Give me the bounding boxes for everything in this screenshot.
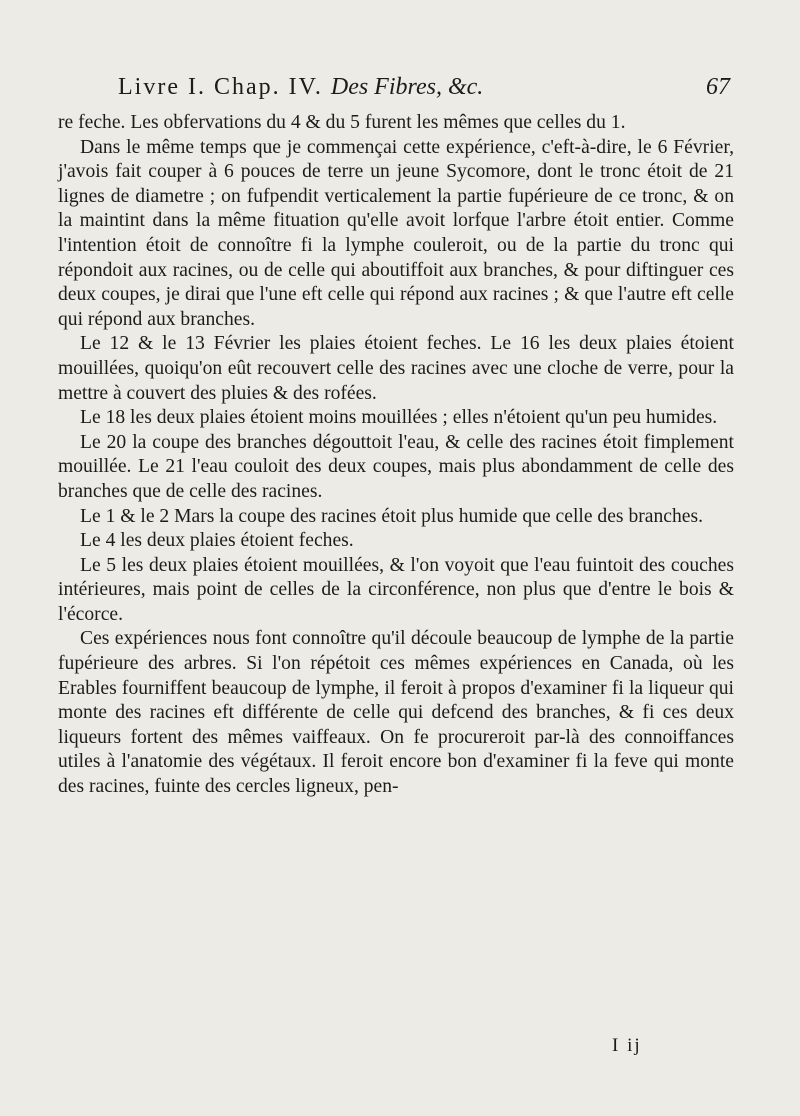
running-head <box>118 74 730 104</box>
body-text <box>58 111 734 800</box>
signature-mark: I ij <box>612 1035 642 1056</box>
paragraph: Le 4 les deux plaies étoient feches. <box>80 530 354 552</box>
paragraph: Le 1 & le 2 Mars la coupe des racines étoit plus humide que celle des branches. <box>80 505 703 527</box>
paragraph: Le 20 la coupe des branches dégouttoit l'eau, & celle des racines étoit fimplement mouillée. Le 21 l'eau couloit des deux coupes, mais plus abondamment de celle des branches que de celle des racines. <box>58 431 734 502</box>
paragraph: Le 18 les deux plaies étoient moins mouillées ; elles n'étoient qu'un peu humides. <box>80 407 718 429</box>
section-title: Des Fibres, &c. <box>330 74 484 100</box>
paragraph: Le 12 & le 13 Février les plaies étoient feches. Le 16 les deux plaies étoient mouillées, quoiqu'on eût recouvert celle des racines avec une cloche de verre, pour la mettre à couvert des pluies & des rofées. <box>58 333 734 404</box>
paragraph: Ces expériences nous font connoître qu'il découle beaucoup de lymphe de la partie fupérieure des arbres. Si l'on répétoit ces mêmes expériences en Canada, où les Erables fourniffent beaucoup de lymphe, il feroit à propos d'examiner fi la liqueur qui monte des racines eft différente de celle qui defcend des branches, & fi ces deux liqueurs fortent des mêmes vaiffeaux. On fe procureroit par-là des connoiffances utiles à l'anatomie des végétaux. Il feroit encore bon d'examiner fi la feve qui monte des racines, fuinte des cercles ligneux, pen- <box>58 628 734 798</box>
paragraph: Dans le même temps que je commençai cette expérience, c'eft-à-dire, le 6 Février, j'avois fait couper à 6 pouces de terre un jeune Sycomore, dont le tronc étoit de 21 lignes de diametre ; on fufpendit verticalement la partie fupérieure de ce tronc, & on la maintint dans la même fituation qu'elle avoit lorfque l'arbre étoit entier. Comme l'intention étoit de connoître fi la lymphe couleroit, ou de la partie du tronc qui répondoit aux racines, ou de celle qui aboutiffoit aux branches, & pour diftinguer ces deux coupes, je dirai que l'une eft celle qui répond aux racines ; & que l'autre eft celle qui répond aux branches. <box>58 136 734 330</box>
page-number: 67 <box>706 74 730 100</box>
paragraph: re feche. Les obfervations du 4 & du 5 furent les mêmes que celles du 1. <box>58 112 626 133</box>
paragraph: Le 5 les deux plaies étoient mouillées, & l'on voyoit que l'eau fuintoit des couches intérieures, mais point de celles de la circonférence, non plus que d'entre le bois & l'écorce. <box>58 554 734 625</box>
book-chapter-title: Livre I. Chap. IV. <box>118 74 323 100</box>
